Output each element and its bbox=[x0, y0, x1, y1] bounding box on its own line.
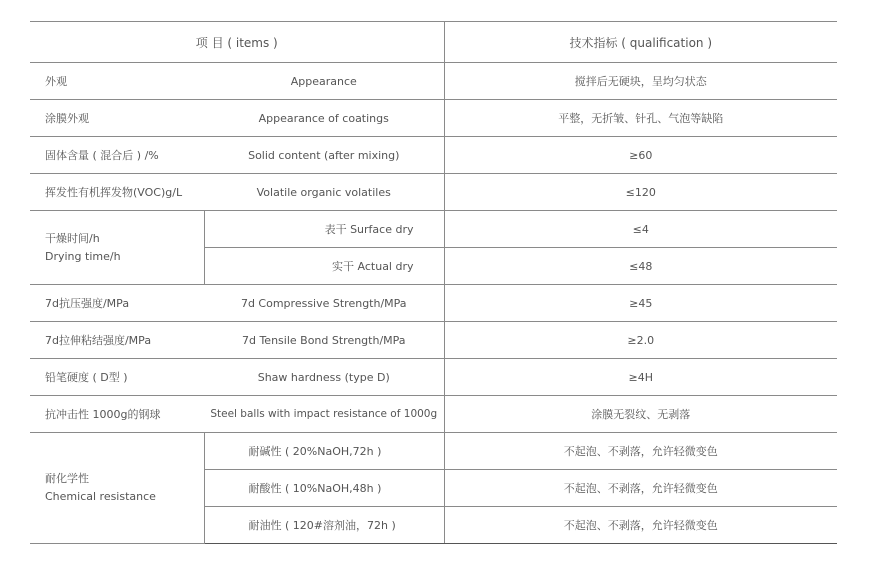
spec-table bbox=[30, 21, 837, 544]
row-value: 搅拌后无硬块，呈均匀状态 bbox=[444, 63, 837, 100]
row-cn-label: 7d拉伸粘结强度/MPa bbox=[30, 322, 204, 359]
row-cn-label: 外观 bbox=[30, 63, 204, 100]
row-cn-label: 固体含量 ( 混合后 ) /% bbox=[30, 137, 204, 174]
drying-cn: 干燥时间/h bbox=[45, 231, 100, 245]
drying-time-label bbox=[30, 211, 204, 285]
row-value: ≥60 bbox=[444, 137, 837, 174]
row-value: ≤120 bbox=[444, 174, 837, 211]
table-row-drying-surface bbox=[30, 211, 837, 248]
table-row bbox=[30, 322, 837, 359]
table-row bbox=[30, 174, 837, 211]
table-row bbox=[30, 396, 837, 433]
chemical-en: Chemical resistance bbox=[45, 490, 156, 503]
chemical-sub-value: 不起泡、不剥落，允许轻微变色 bbox=[444, 507, 837, 544]
table-header-row bbox=[30, 22, 837, 63]
row-value: 平整，无折皱、针孔、气泡等缺陷 bbox=[444, 100, 837, 137]
table-row bbox=[30, 63, 837, 100]
chemical-resistance-label bbox=[30, 433, 204, 544]
row-cn-label: 抗冲击性 1000g的钢球 bbox=[30, 396, 204, 433]
chemical-sub-label: 耐油性 ( 120#溶剂油，72h ) bbox=[204, 507, 444, 544]
spec-table-wrapper bbox=[30, 21, 837, 544]
row-cn-label: 7d抗压强度/MPa bbox=[30, 285, 204, 322]
drying-sub-label: 实干 Actual dry bbox=[204, 248, 444, 285]
drying-sub-value: ≤48 bbox=[444, 248, 837, 285]
chemical-sub-label: 耐碱性 ( 20%NaOH,72h ) bbox=[204, 433, 444, 470]
table-row bbox=[30, 100, 837, 137]
header-qualification: 技术指标 ( qualification ) bbox=[444, 22, 837, 63]
chemical-sub-value: 不起泡、不剥落，允许轻微变色 bbox=[444, 433, 837, 470]
row-value: ≥45 bbox=[444, 285, 837, 322]
chemical-sub-value: 不起泡、不剥落，允许轻微变色 bbox=[444, 470, 837, 507]
row-en-label: Volatile organic volatiles bbox=[204, 174, 444, 211]
row-en-label: Appearance of coatings bbox=[204, 100, 444, 137]
row-cn-label: 挥发性有机挥发物(VOC)g/L bbox=[30, 174, 204, 211]
row-en-label: 7d Tensile Bond Strength/MPa bbox=[204, 322, 444, 359]
drying-en: Drying time/h bbox=[45, 249, 121, 263]
header-item: 项 目 ( items ) bbox=[30, 22, 444, 63]
row-value: ≥2.0 bbox=[444, 322, 837, 359]
drying-sub-value: ≤4 bbox=[444, 211, 837, 248]
row-value: 涂膜无裂纹、无剥落 bbox=[444, 396, 837, 433]
table-row bbox=[30, 137, 837, 174]
row-en-label: 7d Compressive Strength/MPa bbox=[204, 285, 444, 322]
row-value: ≥4H bbox=[444, 359, 837, 396]
table-row bbox=[30, 285, 837, 322]
chemical-sub-label: 耐酸性 ( 10%NaOH,48h ) bbox=[204, 470, 444, 507]
row-cn-label: 铅笔硬度 ( D型 ) bbox=[30, 359, 204, 396]
row-en-label: Appearance bbox=[204, 63, 444, 100]
row-cn-label: 涂膜外观 bbox=[30, 100, 204, 137]
row-en-label: Solid content (after mixing) bbox=[204, 137, 444, 174]
row-en-label: Steel balls with impact resistance of 1000g bbox=[204, 396, 444, 433]
row-en-label: Shaw hardness (type D) bbox=[204, 359, 444, 396]
table-row bbox=[30, 359, 837, 396]
table-row-chem-alkali bbox=[30, 433, 837, 470]
chemical-cn: 耐化学性 bbox=[45, 472, 89, 485]
drying-sub-label: 表干 Surface dry bbox=[204, 211, 444, 248]
